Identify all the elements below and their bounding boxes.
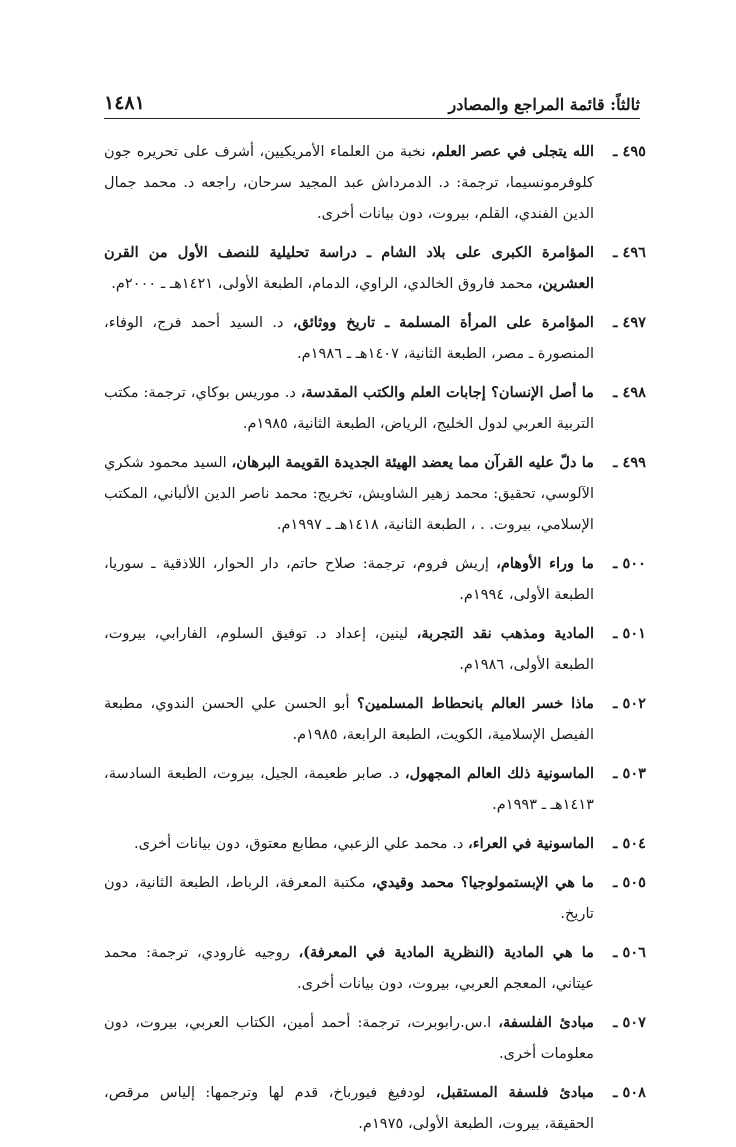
entry-text xyxy=(104,237,594,299)
entry-number: ٤٩٦ ـ xyxy=(613,244,646,261)
entry-details: إريش فروم، ترجمة: صلاح حاتم، دار الحوار، اللاذقية ـ سوريا، الطبعة الأولى، ١٩٩٤م. xyxy=(104,555,594,603)
entry-number: ٤٩٩ ـ xyxy=(613,454,646,471)
page-number: ١٤٨١ xyxy=(104,92,145,114)
entry-title: المؤامرة الكبرى على بلاد الشام ـ دراسة تحليلية للنصف الأول من القرن العشرين، xyxy=(104,244,594,292)
reference-entry xyxy=(104,1077,646,1139)
reference-entry xyxy=(104,447,646,540)
entry-number: ٥٠٤ ـ xyxy=(613,835,646,852)
entry-title: مبادئ فلسفة المستقبل، xyxy=(435,1084,594,1101)
entry-number: ٤٩٨ ـ xyxy=(613,384,646,401)
entry-details: ا.س.رابوبرت، ترجمة: أحمد أمين، الكتاب العربي، بيروت، دون معلومات أخرى. xyxy=(104,1014,594,1062)
reference-entry xyxy=(104,758,646,820)
entry-text xyxy=(104,937,594,999)
entry-details: لينين، إعداد د. توفيق السلوم، الفارابي، بيروت، الطبعة الأولى، ١٩٨٦م. xyxy=(104,625,594,673)
reference-entry xyxy=(104,688,646,750)
entry-text xyxy=(104,828,594,859)
reference-entry xyxy=(104,867,646,929)
entry-details: د. السيد أحمد فرج، الوفاء، المنصورة ـ مصر، الطبعة الثانية، ١٤٠٧هـ ـ ١٩٨٦م. xyxy=(104,314,594,362)
entry-text xyxy=(104,1077,594,1139)
entry-details: لودفيغ فيورباخ، قدم لها وترجمها: إلياس مرقص، الحقيقة، بيروت، الطبعة الأولى، ١٩٧٥م. xyxy=(104,1084,594,1132)
entry-details: السيد محمود شكري الآلوسي، تحقيق: محمد زهير الشاويش، تخريج: محمد ناصر الدين الألباني، المكتب الإسلامي، بيروت. . ، الطبعة الثانية، ١٤١٨هـ ـ ١٩٩٧م. xyxy=(104,454,594,533)
entry-title: ما أصل الإنسان؟ إجابات العلم والكتب المقدسة، xyxy=(300,384,594,401)
section-title: ثالثاً: قائمة المراجع والمصادر xyxy=(448,95,640,114)
entry-number: ٥٠٣ ـ xyxy=(613,765,646,782)
entry-number: ٥٠١ ـ xyxy=(613,625,646,642)
entry-number: ٤٩٥ ـ xyxy=(613,143,646,160)
entry-number: ٥٠٢ ـ xyxy=(613,695,646,712)
entry-text xyxy=(104,1007,594,1069)
reference-entry xyxy=(104,828,646,859)
entry-text xyxy=(104,447,594,540)
entry-title: الماسونية ذلك العالم المجهول، xyxy=(404,765,594,782)
entry-details: محمد فاروق الخالدي، الراوي، الدمام، الطبعة الأولى، ١٤٢١هـ ـ ٢٠٠٠م. xyxy=(111,275,538,292)
entry-text xyxy=(104,377,594,439)
entry-number: ٥٠٥ ـ xyxy=(613,874,646,891)
entry-text xyxy=(104,758,594,820)
entry-text xyxy=(104,136,594,229)
entry-text xyxy=(104,618,594,680)
reference-list xyxy=(104,136,646,1147)
entry-number: ٥٠٠ ـ xyxy=(613,555,646,572)
entry-title: المؤامرة على المرأة المسلمة ـ تاريخ ووثائق، xyxy=(292,314,594,331)
entry-details: نخبة من العلماء الأمريكيين، أشرف على تحريره جون كلوفرمونسيما، ترجمة: د. الدمرداش عبد المجيد سرحان، راجعه د. محمد جمال الدين الفندي، القلم، بيروت، دون بيانات أخرى. xyxy=(104,143,594,222)
entry-title: ما دلّ عليه القرآن مما يعضد الهيئة الجديدة القويمة البرهان، xyxy=(231,454,594,471)
entry-text xyxy=(104,307,594,369)
reference-entry xyxy=(104,237,646,299)
reference-entry xyxy=(104,618,646,680)
entry-details: مكتبة المعرفة، الرباط، الطبعة الثانية، دون تاريخ. xyxy=(104,874,594,922)
reference-entry xyxy=(104,1007,646,1069)
entry-title: المادية ومذهب نقد التجربة، xyxy=(416,625,595,642)
entry-number: ٥٠٦ ـ xyxy=(613,944,646,961)
entry-title: ما هي الإبستمولوجيا؟ محمد وقيدي، xyxy=(371,874,594,891)
entry-details: روجيه غارودي، ترجمة: محمد عيتاني، المعجم العربي، بيروت، دون بيانات أخرى. xyxy=(104,944,594,992)
entry-details: د. موريس بوكاي، ترجمة: مكتب التربية العربي لدول الخليج، الرياض، الطبعة الثانية، ١٩٨٥م. xyxy=(104,384,594,432)
entry-number: ٥٠٧ ـ xyxy=(613,1014,646,1031)
entry-title: ما هي المادية (النظرية المادية في المعرفة)، xyxy=(298,944,595,961)
entry-title: الماسونية في العراء، xyxy=(468,835,594,852)
entry-number: ٥٠٨ ـ xyxy=(613,1084,646,1101)
entry-text xyxy=(104,688,594,750)
entry-title: الله يتجلى في عصر العلم، xyxy=(431,143,594,160)
entry-details: د. محمد علي الزعبي، مطابع معتوق، دون بيانات أخرى. xyxy=(134,835,469,852)
reference-entry xyxy=(104,377,646,439)
entry-title: ما وراء الأوهام، xyxy=(496,555,594,572)
entry-title: ماذا خسر العالم بانحطاط المسلمين؟ xyxy=(356,695,594,712)
entry-number: ٤٩٧ ـ xyxy=(613,314,646,331)
entry-text xyxy=(104,867,594,929)
entry-text xyxy=(104,548,594,610)
reference-entry xyxy=(104,307,646,369)
reference-entry xyxy=(104,136,646,229)
entry-details: د. صابر طعيمة، الجيل، بيروت، الطبعة السادسة، ١٤١٣هـ ـ ١٩٩٣م. xyxy=(104,765,594,813)
page-header xyxy=(104,86,640,119)
reference-entry xyxy=(104,937,646,999)
entry-details: أبو الحسن علي الحسن الندوي، مطبعة الفيصل الإسلامية، الكويت، الطبعة الرابعة، ١٩٨٥م. xyxy=(104,695,594,743)
entry-title: مبادئ الفلسفة، xyxy=(498,1014,595,1031)
reference-entry xyxy=(104,548,646,610)
